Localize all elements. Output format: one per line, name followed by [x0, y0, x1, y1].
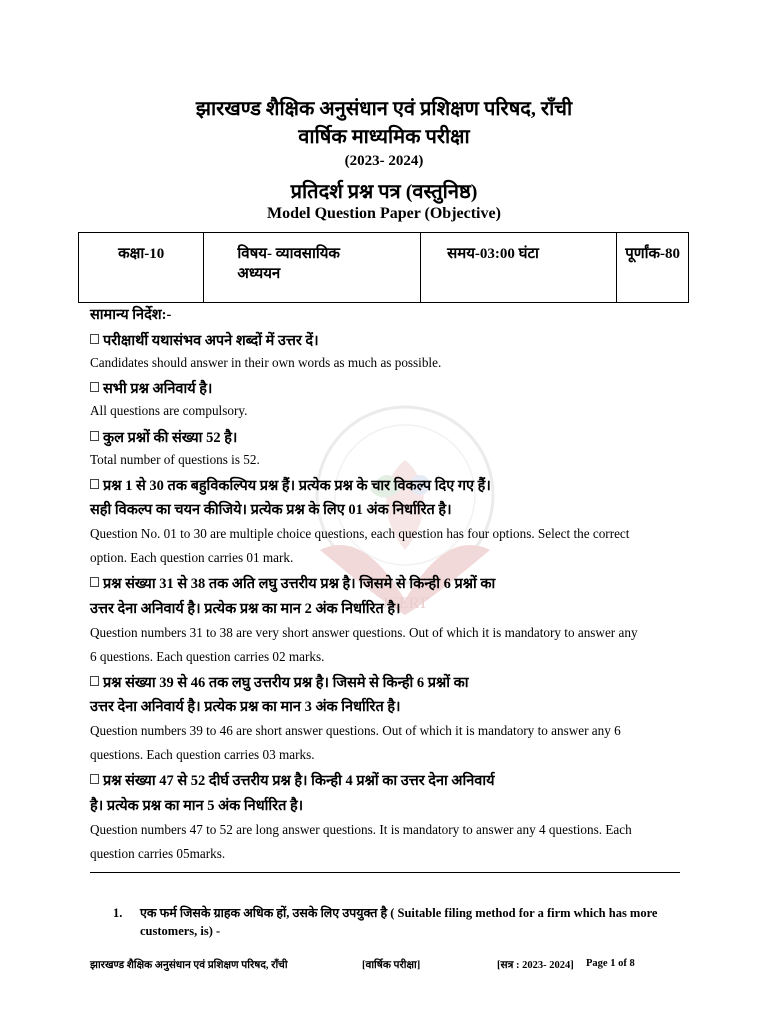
footer-institution: झारखण्ड शैक्षिक अनुसंधान एवं प्रशिक्षण परिषद, राँची — [90, 960, 288, 971]
marks-cell: पूर्णांक-80 — [617, 233, 689, 303]
instruction-line: उत्तर देना अनिवार्य है। प्रत्येक प्रश्न का मान 3 अंक निर्धारित है। — [90, 699, 401, 715]
instruction-line: सही विकल्प का चयन कीजिये। प्रत्येक प्रश्न के लिए 01 अंक निर्धारित है। — [90, 502, 452, 518]
bullet-box-icon — [90, 431, 99, 441]
instruction-line: Question numbers 47 to 52 are long answer questions. It is mandatory to answer any 4 questions. Each — [90, 822, 632, 837]
instruction-line: प्रश्न संख्या 47 से 52 दीर्घ उत्तरीय प्रश्न है। किन्ही 4 प्रश्नों का उत्तर देना अनिवार्य — [90, 770, 495, 790]
instruction-line: question carries 05marks. — [90, 846, 226, 861]
instruction-line: परीक्षार्थी यथासंभव अपने शब्दों में उत्तर दें। — [90, 330, 319, 350]
instruction-line: प्रश्न संख्या 31 से 38 तक अति लघु उत्तरीय प्रश्न है। जिसमे से किन्ही 6 प्रश्नों का — [90, 573, 495, 593]
bullet-box-icon — [90, 774, 99, 784]
instruction-line: प्रश्न संख्या 39 से 46 तक लघु उत्तरीय प्रश्न है। जिसमे से किन्ही 6 प्रश्नों का — [90, 672, 469, 692]
header-paper-type-english: Model Question Paper (Objective) — [267, 205, 501, 222]
instruction-line: questions. Each question carries 03 marks. — [90, 747, 315, 762]
instruction-line: Candidates should answer in their own words as much as possible. — [90, 355, 442, 370]
instructions-title: सामान्य निर्देश:- — [90, 307, 172, 323]
bullet-box-icon — [90, 382, 99, 392]
bullet-box-icon — [90, 577, 99, 587]
instruction-line: सभी प्रश्न अनिवार्य है। — [90, 378, 212, 398]
watermark-text: JCERT — [381, 595, 429, 612]
class-cell: कक्षा-10 — [79, 233, 204, 303]
instruction-line: option. Each question carries 01 mark. — [90, 550, 294, 565]
section-divider — [90, 872, 680, 873]
footer-session: [सत्र : 2023- 2024] — [497, 960, 574, 971]
bullet-box-icon — [90, 676, 99, 686]
instruction-line: उत्तर देना अनिवार्य है। प्रत्येक प्रश्न का मान 2 अंक निर्धारित है। — [90, 601, 401, 617]
instruction-line: Question No. 01 to 30 are multiple choice questions, each question has four options. Select the correct — [90, 526, 630, 541]
instruction-line: All questions are compulsory. — [90, 403, 248, 418]
header-session: (2023- 2024) — [344, 153, 424, 169]
instruction-line: कुल प्रश्नों की संख्या 52 है। — [90, 427, 237, 447]
instruction-line: प्रश्न 1 से 30 तक बहुविकल्पिय प्रश्न हैं। प्रत्येक प्रश्न के चार विकल्प दिए गए हैं। — [90, 475, 491, 495]
question-text: एक फर्म जिसके ग्राहक अधिक हों, उसके लिए उपयुक्त है ( Suitable filing method for a firm which has more customers, is) - — [140, 906, 658, 938]
bullet-box-icon — [90, 334, 99, 344]
exam-info-table — [78, 232, 689, 303]
instruction-line: 6 questions. Each question carries 02 marks. — [90, 649, 325, 664]
bullet-box-icon — [90, 479, 99, 489]
header-paper-type-hindi: प्रतिदर्श प्रश्न पत्र (वस्तुनिष्ठ) — [290, 181, 478, 203]
time-cell: समय-03:00 घंटा — [421, 233, 617, 303]
subject-line-2: अध्ययन — [237, 266, 281, 282]
instruction-line: है। प्रत्येक प्रश्न का मान 5 अंक निर्धारित है। — [90, 798, 304, 814]
footer-exam: [वार्षिक परीक्षा] — [362, 960, 421, 971]
instruction-line: Total number of questions is 52. — [90, 452, 260, 467]
header-title: झारखण्ड शैक्षिक अनुसंधान एवं प्रशिक्षण परिषद, राँची — [195, 98, 573, 120]
question-1 — [113, 904, 673, 940]
question-number: 1. — [113, 906, 123, 920]
header-exam-name: वार्षिक माध्यमिक परीक्षा — [298, 126, 470, 148]
instruction-line: Question numbers 39 to 46 are short answer questions. Out of which it is mandatory to answer any 6 — [90, 723, 621, 738]
subject-cell — [204, 233, 421, 303]
instruction-line: Question numbers 31 to 38 are very short answer questions. Out of which it is mandatory to answer any — [90, 625, 638, 640]
footer-page-number: Page 1 of 8 — [586, 958, 635, 969]
subject-line-1: विषय- व्यावसायिक — [237, 246, 340, 262]
